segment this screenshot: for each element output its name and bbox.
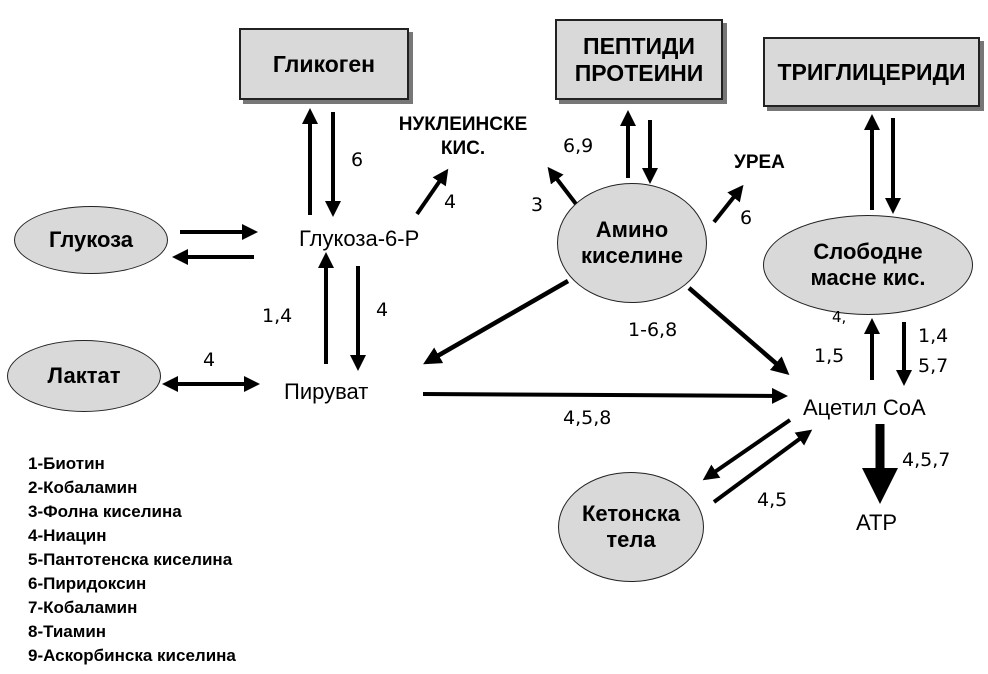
legend-item: 9-Аскорбинска киселина (28, 646, 236, 665)
urea-label: УРЕА (734, 152, 785, 173)
label-nucleic-4: 4 (444, 191, 457, 213)
glucose-label: Глукоза (48, 226, 134, 252)
ketone-bodies-ellipse (558, 472, 704, 582)
arrow-amino-to-pyruvate (427, 281, 568, 362)
lactate-ellipse (7, 340, 161, 412)
legend-item: 7-Кобаламин (28, 598, 138, 617)
triglycerides-label: ТРИГЛИЦЕРИДИ (777, 58, 966, 85)
label-amino-nucleic-3: 3 (531, 194, 544, 216)
label-fatty-4: 4, (832, 308, 847, 326)
label-ketone-4-5: 4,5 (757, 489, 788, 511)
legend-item: 2-Кобаламин (28, 478, 138, 497)
label-g6p-down-4: 4 (376, 299, 389, 321)
nucleic-label-line2: КИС. (440, 137, 486, 159)
vitamin-legend (28, 452, 236, 668)
label-atp-4-5-7: 4,5,7 (902, 449, 951, 471)
label-urea-6: 6 (740, 207, 753, 229)
nucleic-acids-label (384, 113, 542, 161)
triglycerides-box (763, 37, 980, 107)
glucose-ellipse (14, 206, 168, 274)
arrow-amino-to-acetyl (689, 288, 786, 372)
legend-item: 8-Тиамин (28, 622, 107, 641)
arrow-g6p-to-nucleic (417, 172, 446, 214)
label-glycogen-6: 6 (351, 149, 364, 171)
amino-label-line2: киселине (580, 243, 684, 268)
label-g6p-up-1-4: 1,4 (262, 305, 293, 327)
glycogen-label: Гликоген (272, 50, 376, 77)
amino-acids-ellipse (557, 183, 707, 303)
glucose-6-p-node: Глукоза-6-Р (299, 226, 420, 251)
peptides-label: ПЕПТИДИ (583, 33, 695, 60)
arrow-amino-to-nucleic (550, 170, 576, 204)
label-fatty-1-5: 1,5 (814, 345, 845, 367)
pyruvate-node: Пируват (284, 379, 369, 404)
label-amino-acetyl: 1-6,8 (628, 319, 678, 341)
legend-item: 1-Биотин (28, 454, 105, 473)
arrow-amino-to-urea (714, 188, 741, 222)
lactate-label: Лактат (47, 362, 121, 388)
label-acetyl-5-7: 5,7 (918, 355, 949, 377)
acetyl-coa-node: Ацетил СоА (803, 395, 926, 420)
peptides-box (555, 19, 723, 100)
fatty-acids-ellipse (763, 215, 973, 315)
fatty-label-line2: масне кис. (810, 265, 926, 290)
label-amino-nucleic-6-9: 6,9 (563, 135, 594, 157)
glycogen-box (239, 28, 409, 100)
amino-label-line1: Амино (595, 216, 669, 242)
legend-item: 6-Пиридоксин (28, 574, 147, 593)
fatty-label-line1: Слободне (813, 238, 923, 264)
proteins-label: ПРОТЕИНИ (574, 59, 704, 86)
label-lactate-4: 4 (203, 349, 216, 371)
legend-item: 3-Фолна киселина (28, 502, 182, 521)
arrow-pyruvate-to-acetyl (423, 394, 784, 396)
legend-item: 5-Пантотенска киселина (28, 550, 233, 569)
nucleic-label-line1: НУКЛЕИНСКЕ (398, 114, 528, 135)
label-acetyl-1-4: 1,4 (918, 325, 949, 347)
ketone-label-line2: тела (606, 527, 656, 552)
arrow-acetyl-to-ketone (706, 420, 790, 478)
ketone-label-line1: Кетонска (581, 500, 681, 526)
atp-node: АТР (856, 510, 898, 535)
label-pyruvate-acetyl: 4,5,8 (563, 407, 612, 429)
legend-item: 4-Ниацин (28, 526, 107, 545)
